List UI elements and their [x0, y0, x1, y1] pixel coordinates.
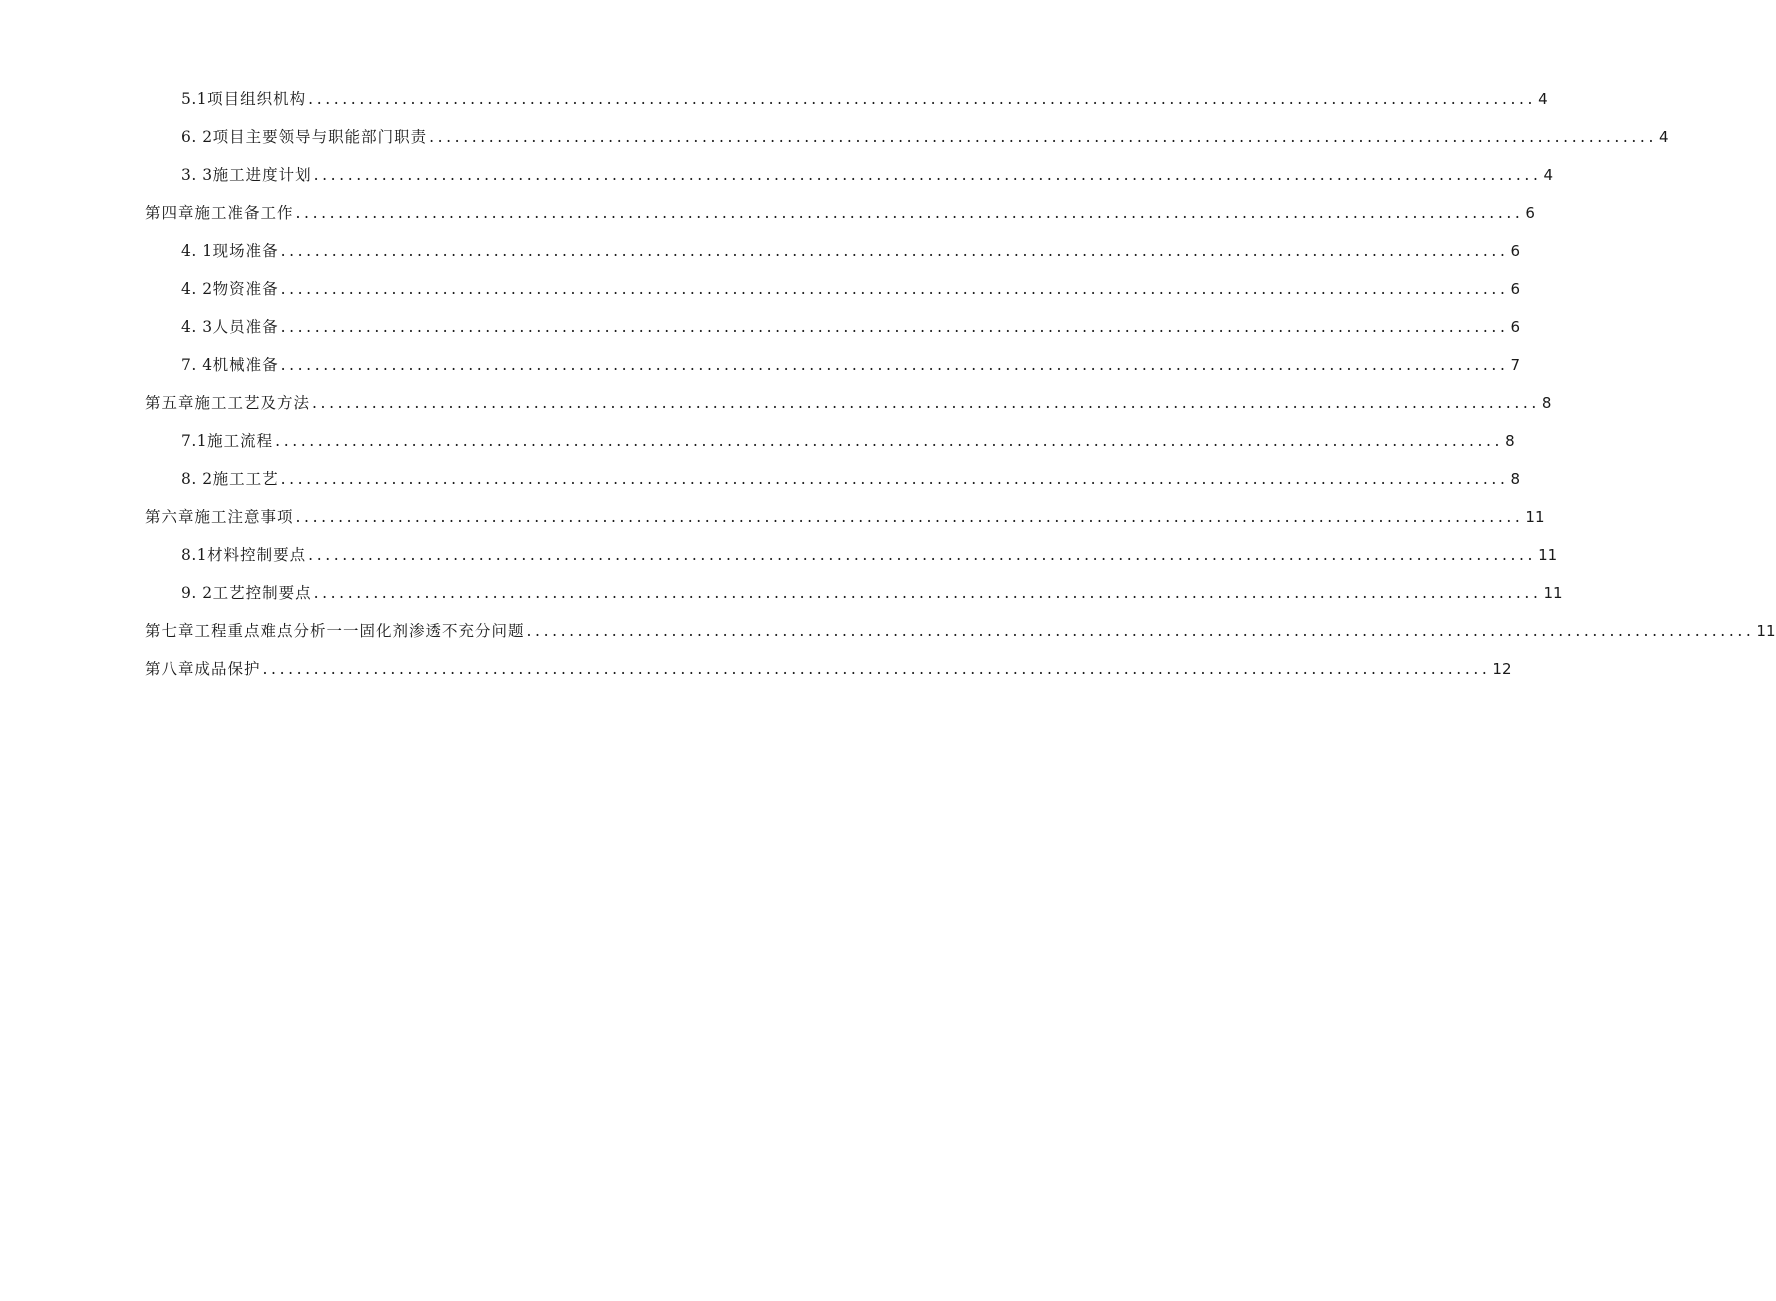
toc-entry-title: 机械准备 [212, 356, 279, 374]
toc-dot-leader: ................................................................................................................................................ [280, 318, 1509, 336]
toc-dot-leader: ................................................................................................................................................ [280, 242, 1509, 260]
toc-entry-7-4[interactable] [0, 346, 1521, 384]
toc-entry-4-1[interactable] [0, 232, 1521, 270]
toc-dot-leader: ................................................................................................................................................ [308, 90, 1537, 108]
toc-entry-8-1[interactable] [0, 536, 1558, 574]
toc-entry-title: 人员准备 [212, 318, 279, 336]
toc-dot-leader: ................................................................................................................................................ [429, 128, 1657, 146]
toc-dot-leader: ................................................................................................................................................ [295, 508, 1524, 526]
table-of-contents [0, 80, 1776, 688]
toc-entry-title: 第四章施工准备工作 [145, 204, 294, 222]
toc-entry-9-2[interactable] [0, 574, 1563, 612]
toc-entry-number: 7. 4 [181, 356, 213, 374]
toc-entry-chapter-8[interactable] [0, 650, 1512, 688]
toc-entry-7-1[interactable] [0, 422, 1515, 460]
toc-dot-leader: ................................................................................................................................................ [295, 204, 1524, 222]
toc-dot-leader: ................................................................................................................................................ [262, 660, 1491, 678]
toc-entry-title: 第八章成品保护 [145, 660, 261, 678]
toc-entry-page: 11 [1538, 546, 1558, 564]
toc-dot-leader: ................................................................................................................................................ [308, 546, 1537, 564]
toc-entry-page: 8 [1541, 394, 1552, 412]
toc-entry-page: 11 [1543, 584, 1563, 602]
toc-dot-leader: ................................................................................................................................................ [280, 470, 1509, 488]
toc-entry-page: 6 [1510, 242, 1521, 260]
toc-entry-number: 6. 2 [181, 128, 213, 146]
toc-entry-title: 材料控制要点 [207, 546, 307, 564]
toc-entry-number: 8. 2 [181, 470, 213, 488]
toc-entry-number: 4. 2 [181, 280, 213, 298]
toc-entry-page: 11 [1525, 508, 1545, 526]
toc-entry-chapter-6[interactable] [0, 498, 1545, 536]
toc-entry-chapter-5[interactable] [0, 384, 1552, 422]
toc-entry-title: 物资准备 [212, 280, 279, 298]
toc-entry-number: 8.1 [181, 546, 208, 564]
toc-dot-leader: ................................................................................................................................................ [313, 584, 1542, 602]
toc-entry-page: 6 [1510, 318, 1521, 336]
toc-entry-number: 4. 1 [181, 242, 213, 260]
toc-dot-leader: ................................................................................................................................................ [275, 432, 1504, 450]
toc-entry-chapter-7[interactable] [0, 612, 1776, 650]
toc-dot-leader: ................................................................................................................................................ [526, 622, 1755, 640]
toc-entry-page: 8 [1505, 432, 1515, 450]
toc-entry-6-2[interactable] [0, 118, 1669, 156]
toc-entry-chapter-4[interactable] [0, 194, 1535, 232]
toc-entry-8-2[interactable] [0, 460, 1521, 498]
toc-entry-title: 施工工艺 [212, 470, 279, 488]
toc-entry-4-2[interactable] [0, 270, 1521, 308]
toc-dot-leader: ................................................................................................................................................ [280, 280, 1509, 298]
toc-entry-3-3[interactable] [0, 156, 1554, 194]
toc-entry-title: 第七章工程重点难点分析一一固化剂渗透不充分问题 [145, 622, 525, 640]
toc-entry-title: 工艺控制要点 [212, 584, 312, 602]
toc-entry-number: 5.1 [181, 90, 208, 108]
toc-entry-title: 第五章施工工艺及方法 [145, 394, 311, 412]
toc-entry-title: 施工流程 [207, 432, 274, 450]
toc-entry-page: 6 [1510, 280, 1521, 298]
toc-entry-5-1[interactable] [0, 80, 1548, 118]
toc-entry-number: 7.1 [181, 432, 208, 450]
toc-entry-page: 7 [1510, 356, 1521, 374]
toc-entry-page: 12 [1492, 660, 1512, 678]
toc-entry-page: 11 [1756, 622, 1776, 640]
toc-entry-number: 9. 2 [181, 584, 213, 602]
toc-dot-leader: ................................................................................................................................................ [313, 166, 1542, 184]
toc-dot-leader: ................................................................................................................................................ [312, 394, 1540, 412]
toc-entry-4-3[interactable] [0, 308, 1521, 346]
toc-entry-page: 4 [1658, 128, 1669, 146]
toc-dot-leader: ................................................................................................................................................ [280, 356, 1509, 374]
toc-entry-title: 项目主要领导与职能部门职责 [212, 128, 428, 146]
toc-entry-number: 3. 3 [181, 166, 213, 184]
toc-entry-title: 施工进度计划 [212, 166, 312, 184]
toc-entry-page: 6 [1525, 204, 1535, 222]
toc-entry-title: 现场准备 [212, 242, 279, 260]
toc-entry-page: 8 [1510, 470, 1521, 488]
toc-entry-page: 4 [1543, 166, 1554, 184]
toc-entry-page: 4 [1538, 90, 1548, 108]
toc-entry-number: 4. 3 [181, 318, 213, 336]
toc-entry-title: 项目组织机构 [207, 90, 307, 108]
toc-entry-title: 第六章施工注意事项 [145, 508, 294, 526]
